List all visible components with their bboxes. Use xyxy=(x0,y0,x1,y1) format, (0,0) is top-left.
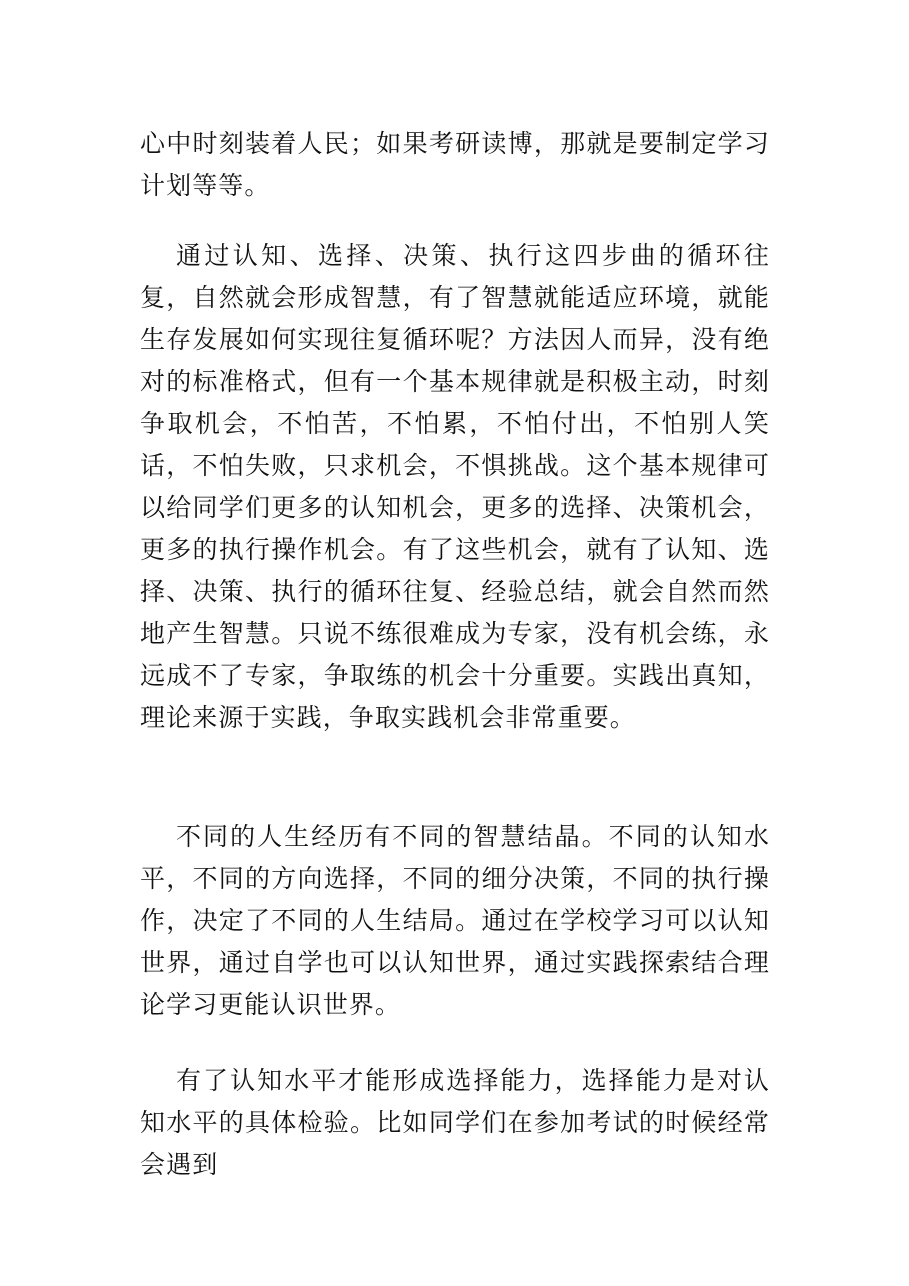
paragraph-selection-ability: 有了认知水平才能形成选择能力，选择能力是对认知水平的具体检验。比如同学们在参加考试的时候经常会遇到 xyxy=(140,1066,770,1179)
paragraph-life-experience: 不同的人生经历有不同的智慧结晶。不同的认知水平，不同的方向选择，不同的细分决策，不同的执行操作，决定了不同的人生结局。通过在学校学习可以认知世界，通过自学也可以认知世界，通过实践探索结合理论学习更能认识世界。 xyxy=(140,822,770,1019)
paragraph-cycle-of-wisdom: 通过认知、选择、决策、执行这四步曲的循环往复，自然就会形成智慧，有了智慧就能适应环境，就能生存发展如何实现往复循环呢？方法因人而异，没有绝对的标准格式，但有一个基本规律就是积极主动，时刻争取机会，不怕苦，不怕累，不怕付出，不怕别人笑话，不怕失败，只求机会，不惧挑战。这个基本规律可以给同学们更多的认知机会，更多的选择、决策机会，更多的执行操作机会。有了这些机会，就有了认知、选择、决策、执行的循环往复、经验总结，就会自然而然地产生智慧。只说不练很难成为专家，没有机会练，永远成不了专家，争取练的机会十分重要。实践出真知，理论来源于实践，争取实践机会非常重要。 xyxy=(140,241,770,732)
paragraph-continuation: 心中时刻装着人民；如果考研读博，那就是要制定学习计划等等。 xyxy=(140,129,770,200)
